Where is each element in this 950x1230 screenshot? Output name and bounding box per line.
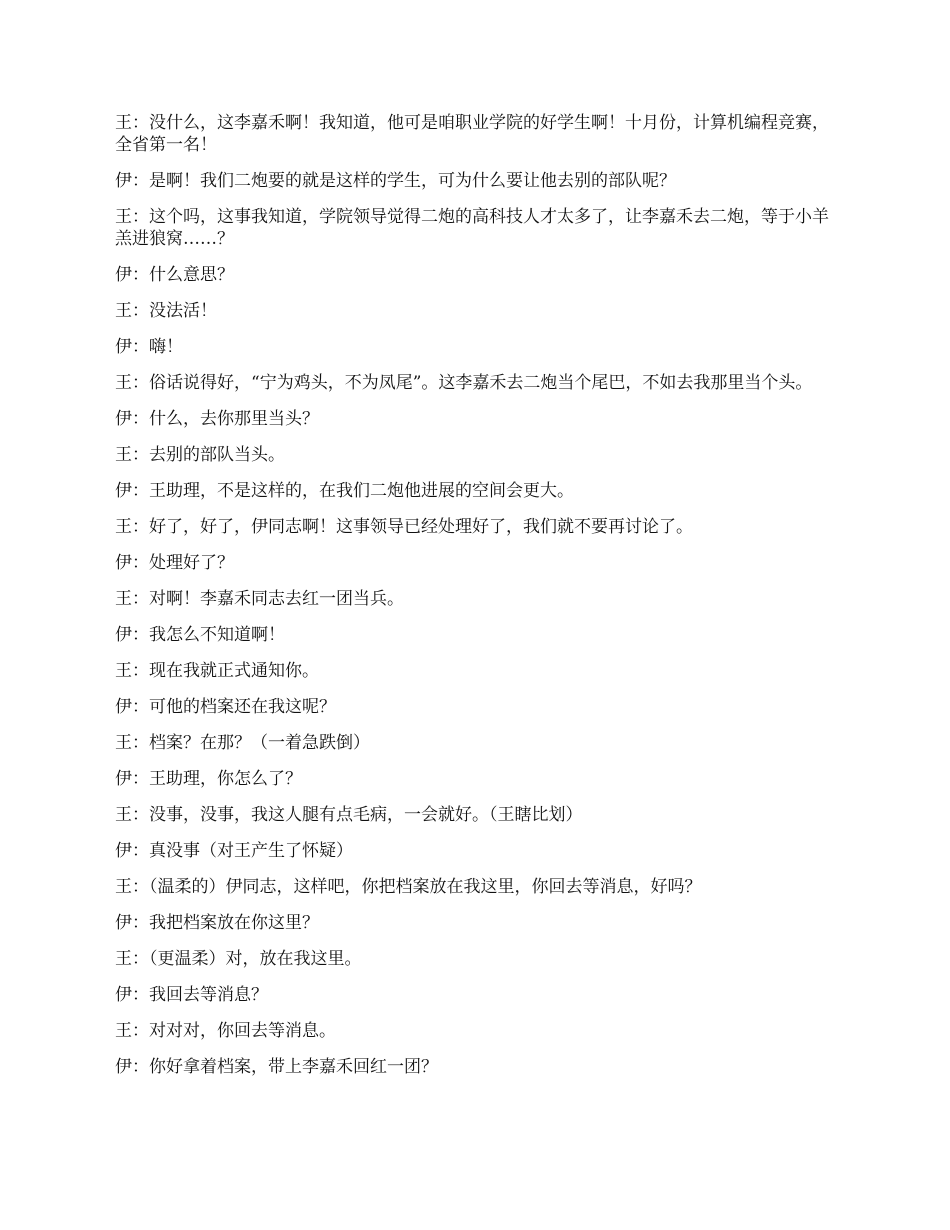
dialogue-line: 王：没什么，这李嘉禾啊！我知道，他可是咱职业学院的好学生啊！十月份，计算机编程竞赛，全省第一名！ <box>115 113 829 155</box>
dialogue-line: 王：没事，没事，我这人腿有点毛病，一会就好。（王瞎比划） <box>115 805 583 825</box>
dialogue-line: 王：档案？在那？（一着急跌倒） <box>115 733 370 753</box>
dialogue-body <box>115 112 840 1092</box>
dialogue-line: 伊：是啊！我们二炮要的就是这样的学生，可为什么要让他去别的部队呢？ <box>115 171 676 191</box>
dialogue-line: 伊：我怎么不知道啊！ <box>115 625 285 645</box>
dialogue-line: 伊：你好拿着档案，带上李嘉禾回红一团？ <box>115 1057 438 1077</box>
dialogue-line: 王：（温柔的）伊同志，这样吧，你把档案放在我这里，你回去等消息，好吗？ <box>115 877 702 897</box>
dialogue-line: 王：没法活！ <box>115 301 217 321</box>
dialogue-line: 王：对啊！李嘉禾同志去红一团当兵。 <box>115 589 404 609</box>
dialogue-line: 王：俗话说得好，“宁为鸡头，不为凤尾”。这李嘉禾去二炮当个尾巴，不如去我那里当个头。 <box>115 373 813 393</box>
dialogue-line: 伊：可他的档案还在我这呢？ <box>115 697 336 717</box>
dialogue-line: 王：现在我就正式通知你。 <box>115 661 319 681</box>
dialogue-line: 伊：我回去等消息？ <box>115 985 268 1005</box>
dialogue-line: 王：（更温柔）对，放在我这里。 <box>115 949 362 969</box>
dialogue-line: 伊：什么，去你那里当头？ <box>115 409 319 429</box>
dialogue-line: 伊：嗨！ <box>115 337 183 357</box>
dialogue-line: 伊：真没事（对王产生了怀疑） <box>115 841 353 861</box>
dialogue-line: 王：对对对，你回去等消息。 <box>115 1021 336 1041</box>
dialogue-line: 王：这个吗，这事我知道，学院领导觉得二炮的高科技人才太多了，让李嘉禾去二炮，等于小羊羔进狼窝……？ <box>115 207 829 249</box>
dialogue-line: 伊：什么意思？ <box>115 265 234 285</box>
dialogue-line: 伊：处理好了？ <box>115 553 234 573</box>
dialogue-line: 伊：王助理，你怎么了？ <box>115 769 302 789</box>
dialogue-line: 伊：王助理，不是这样的，在我们二炮他进展的空间会更大。 <box>115 481 574 501</box>
dialogue-line: 伊：我把档案放在你这里？ <box>115 913 319 933</box>
dialogue-line: 王：好了，好了，伊同志啊！这事领导已经处理好了，我们就不要再讨论了。 <box>115 517 693 537</box>
dialogue-line: 王：去别的部队当头。 <box>115 445 285 465</box>
